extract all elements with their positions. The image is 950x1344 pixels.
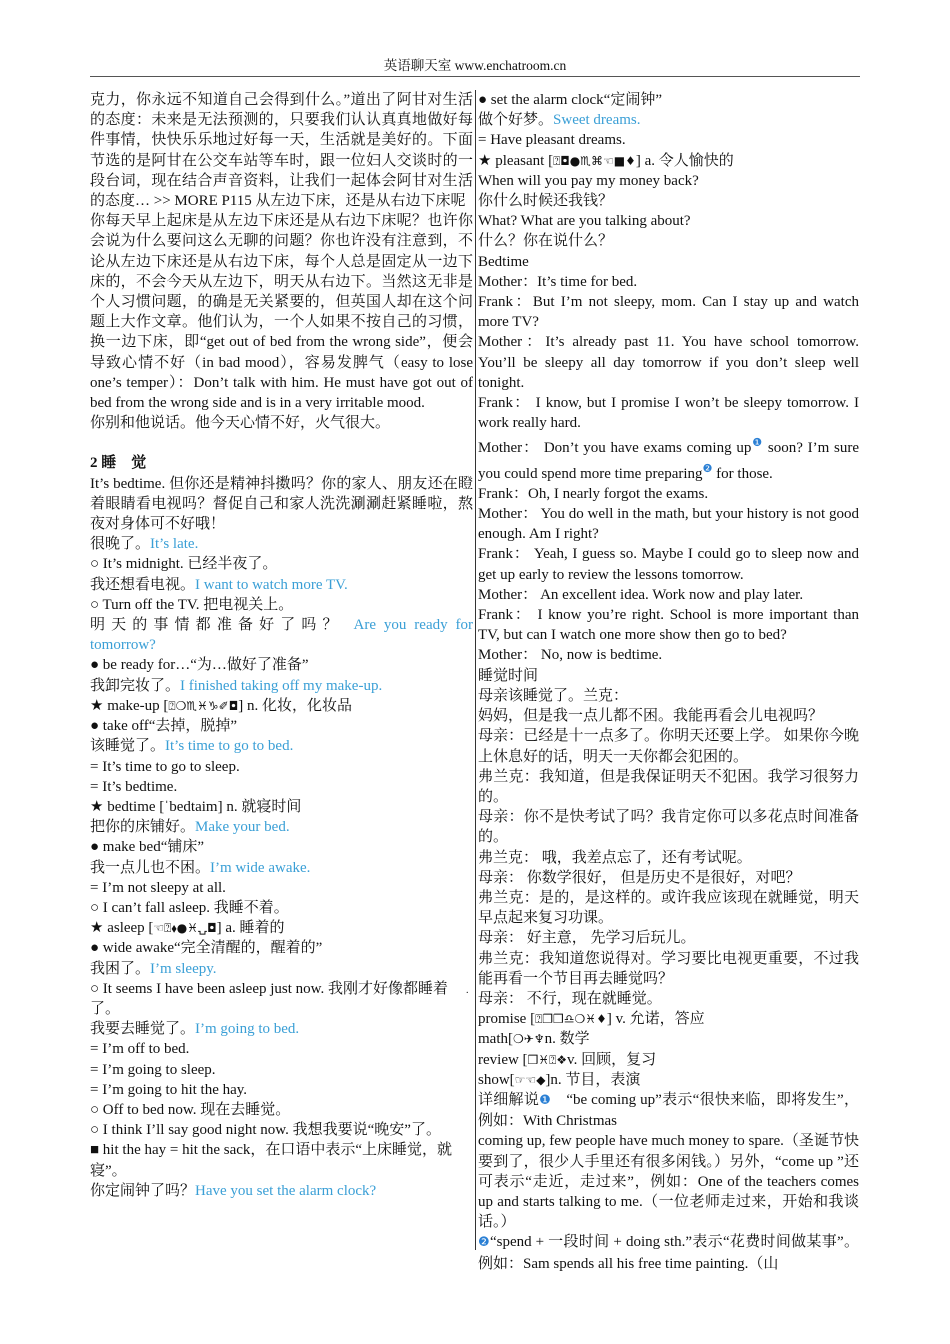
phrase-line: = It’s bedtime. bbox=[90, 778, 178, 795]
phrase-line: When will you pay my money back? bbox=[478, 172, 699, 189]
phrase-line: ○ Off to bed now. 现在去睡觉。 bbox=[90, 1101, 291, 1118]
vocab-line: show[☞☜◆]n. 节目，表演 bbox=[478, 1071, 641, 1088]
translation-line: 你别和他说话。他今天心情不好，火气很大。 bbox=[90, 415, 391, 432]
translation-line: 弗兰克： 哦，我差点忘了，还有考试呢。 bbox=[478, 849, 752, 866]
dialogue-title: Bedtime bbox=[478, 253, 529, 270]
phrase-line: = It’s time to go to sleep. bbox=[90, 758, 240, 775]
phrase-line: ● be ready for…“为…做好了准备” bbox=[90, 657, 309, 674]
dialogue-line: Mother： An excellent idea. Work now and play later. bbox=[478, 586, 804, 603]
phrase-line: 你什么时候还我钱？ bbox=[478, 193, 614, 210]
vocab-line: review [❒♓⍰❖v. 回顾，复习 bbox=[478, 1051, 657, 1068]
phrase-line: ○ It’s midnight. 已经半夜了。 bbox=[90, 556, 278, 573]
phrase-line: = I’m not sleepy at all. bbox=[90, 879, 226, 896]
translation-title: 睡觉时间 bbox=[478, 667, 539, 684]
phrase-line: ○ I think I’ll say good night now. 我想我要说“晚安”了。 bbox=[90, 1122, 441, 1139]
translation-line: 母亲： 你数学很好， 但是历史不是很好，对吧？ bbox=[478, 869, 801, 886]
phrase-line: 什么？你在说什么？ bbox=[478, 233, 614, 250]
vocab-line: ★ make-up [⍰❍♏♓♑✐◘] n. 化妆，化妆品 bbox=[90, 697, 352, 714]
phrase-line: ○ It seems I have been asleep just now. 我刚才好像都睡着了。 bbox=[90, 980, 449, 1017]
vocab-line: promise [⍰❐❒♎❍♓♦] v. 允诺，答应 bbox=[478, 1011, 705, 1028]
right-column bbox=[478, 90, 859, 1274]
explanation-line: ❷“spend + 一段时间 + doing sth.”表示“花费时间做某事”。例如：Sam spends all his free time painting.（山 bbox=[478, 1234, 859, 1272]
dialogue-line: Frank：Oh, I nearly forgot the exams. bbox=[478, 485, 709, 502]
phrase-line: = I’m going to sleep. bbox=[90, 1061, 216, 1078]
phrase-line: ○ Turn off the TV. 把电视关上。 bbox=[90, 596, 294, 613]
page-header: 英语聊天室 www.enchatroom.cn bbox=[383, 58, 567, 73]
section-intro: It’s bedtime. 但你还是精神抖擞吗？你的家人、朋友还在瞪着眼睛看电视吗？督促自己和家人洗洗涮涮赶紧睡啦，熬夜对身体可不好哦！ bbox=[90, 475, 473, 533]
wrong-side-paragraph: 你每天早上起床是从左边下床还是从右边下床呢？也许你会说为什么要问这么无聊的问题？你也许没有注意到，不论从左边下床还是从右边下床，每个人总是固定从一边下床的，不会今天从左边下，明天从右边下。当然这无非是个人习惯问题，的确是无关紧要的，但英国人却在这个问题上大作文章。他们认为，一个人如果不按自己的习惯，换一边下床，即“get out of bed from the wrong side”，便会导致心情不好（in bad mood），容易发脾气（easy to lose one’s temper）：Don’t talk with him. He must have got out of bed from the wrong side and is in a very irritable mood. bbox=[90, 213, 473, 412]
translation-line: 母亲： 好主意， 先学习后玩儿。 bbox=[478, 930, 696, 947]
vocab-line: ★ pleasant [⍰◘●♏⌘☜■♦] a. 令人愉快的 bbox=[478, 152, 734, 169]
phrase-line: ● take off“去掉，脱掉” bbox=[90, 718, 238, 735]
phrase-line: ○ I can’t fall asleep. 我睡不着。 bbox=[90, 899, 289, 916]
dialogue-line: Mother：It’s time for bed. bbox=[478, 273, 638, 290]
phrase-line: 你定闹钟了吗？Have you set the alarm clock? bbox=[90, 1182, 377, 1199]
phrase-line: 很晚了。It’s late. bbox=[90, 536, 199, 553]
phrase-line: = I’m going to hit the hay. bbox=[90, 1081, 248, 1098]
dialogue-line: Frank： Yeah, I guess so. Maybe I could go to sleep now and get up early to review the lessons tomorrow. bbox=[478, 546, 859, 583]
dialogue-line: Frank： I know you’re right. School is more important than TV, but can I watch one more show then go to bed? bbox=[478, 607, 859, 644]
dialogue-line: Frank： I know, but I promise I won’t be sleepy tomorrow. I work really hard. bbox=[478, 395, 859, 432]
phrase-line: = Have pleasant dreams. bbox=[478, 132, 626, 149]
left-column bbox=[90, 90, 473, 1201]
header-rule bbox=[90, 76, 860, 77]
explanation-line: coming up, few people have much money to spare.（圣诞节快要到了，很少人手里还有很多闲钱。）另外，“come up ”还可表示“走近，走过来”，例如：One of the teachers comes up and starts talking to me.（一位老师走过来，开始和我谈话。） bbox=[478, 1133, 859, 1231]
vocab-line: math[❍✈♆n. 数学 bbox=[478, 1031, 590, 1048]
translation-line: 母亲：已经是十一点多了。你明天还要上学。 如果你今晚上休息好的话，明天一天你都会犯困的。 bbox=[478, 728, 859, 765]
phrase-line: 把你的床铺好。Make your bed. bbox=[90, 819, 290, 836]
translation-line: 弗兰克：是的，是这样的。或许我应该现在就睡觉，明天早点起来复习功课。 bbox=[478, 889, 859, 927]
stray-dot: . bbox=[466, 985, 469, 996]
dialogue-line: Mother： No, now is bedtime. bbox=[478, 647, 663, 664]
phrase-line: 我要去睡觉了。I’m going to bed. bbox=[90, 1021, 300, 1038]
phrase-line: What? What are you talking about? bbox=[478, 213, 691, 230]
phrase-line: 我困了。I’m sleepy. bbox=[90, 960, 217, 977]
phrase-line: ● set the alarm clock“定闹钟” bbox=[478, 92, 662, 108]
explanation-line: 详细解说❶ “be coming up”表示“很快来临，即将发生”， 例如：With Christmas bbox=[478, 1091, 859, 1130]
section-heading: 2 睡 觉 bbox=[90, 455, 147, 472]
phrase-line: ● make bed“铺床” bbox=[90, 839, 205, 856]
translation-line: 母亲： 不行，现在就睡觉。 bbox=[478, 990, 662, 1007]
phrase-line: 我还想看电视。I want to watch more TV. bbox=[90, 576, 348, 593]
translation-line: 弗兰克：我知道您说得对。学习要比电视更重要，不过我能再看一个节目再去睡觉吗？ bbox=[478, 950, 859, 987]
phrase-line: 该睡觉了。It’s time to go to bed. bbox=[90, 738, 294, 755]
vocab-line: ★ asleep [☜⍰⬧●♓⍽◘] a. 睡着的 bbox=[90, 920, 285, 937]
phrase-line: 做个好梦。Sweet dreams. bbox=[478, 112, 641, 129]
translation-line: 母亲：你不是快考试了吗？我肯定你可以多花点时间准备的。 bbox=[478, 809, 859, 846]
column-divider bbox=[475, 90, 476, 1250]
vocab-line: ★ bedtime [ˈbedtaim] n. 就寝时间 bbox=[90, 798, 302, 815]
dialogue-line: Frank：But I’m not sleepy, mom. Can I stay up and watch more TV? bbox=[478, 294, 859, 331]
intro-paragraph: 克力，你永远不知道自己会得到什么。”道出了阿甘对生活的态度：未来是无法预测的，只要我们认认真真地做好每件事情，快快乐乐地过好每一天，生活就是美好的。下面节选的是阿甘在公交车站等车时，跟一位妇人交谈时的一段台词，现在结合声音资料，让我们一起体会阿甘对生活的态度… >> MORE P115 从左边下床，还是从右边下床呢 bbox=[90, 92, 473, 210]
dialogue-line: Mother： Don’t you have exams coming $up^❶$ soon? I’m sure you could spend more time preparing$^❷$ for those. bbox=[478, 436, 859, 482]
phrase-line: 我卸完妆了。I finished taking off my make-up. bbox=[90, 677, 383, 694]
phrase-line: 明天的事情都准备好了吗？ Are you ready for tomorrow? bbox=[90, 617, 473, 654]
phrase-line: 我一点儿也不困。I’m wide awake. bbox=[90, 859, 311, 876]
translation-line: 母亲该睡觉了。兰克： bbox=[478, 687, 629, 704]
phrase-line: ● wide awake“完全清醒的，醒着的” bbox=[90, 940, 323, 957]
dialogue-line: Mother： You do well in the math, but your history is not good enough. Am I right? bbox=[478, 506, 859, 543]
phrase-line: = I’m off to bed. bbox=[90, 1041, 190, 1058]
dialogue-line: Mother：It’s already past 11. You have school tomorrow. You’ll be sleepy all day tomorrow if you don’t sleep well tonight. bbox=[478, 334, 859, 391]
note-line: ■ hit the hay = hit the sack，在口语中表示“上床睡觉，就寝”。 bbox=[90, 1142, 453, 1179]
translation-line: 弗兰克：我知道，但是我保证明天不犯困。我学习很努力的。 bbox=[478, 768, 859, 805]
translation-line: 妈妈，但是我一点儿都不困。我能再看会儿电视吗？ bbox=[478, 708, 824, 725]
